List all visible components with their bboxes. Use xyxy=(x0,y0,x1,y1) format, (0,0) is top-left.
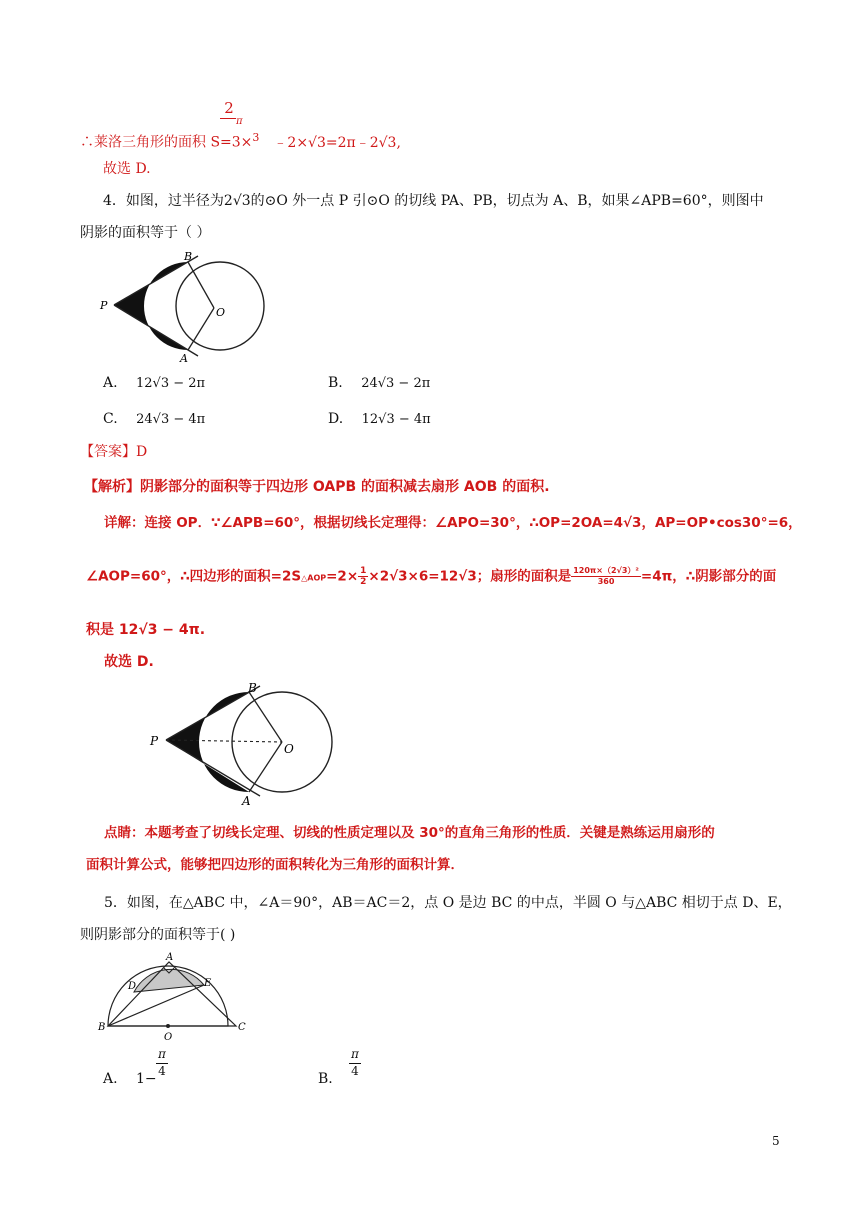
q4-label-a: A xyxy=(180,352,188,365)
prev-area-prefix: ∴莱洛三角形的面积 S=3× xyxy=(80,134,253,151)
q4-sol-label-b: B xyxy=(248,681,257,695)
q4-comment-line2: 面积计算公式，能够把四边形的面积转化为三角形的面积计算． xyxy=(86,857,464,873)
q4-sol-label-a: A xyxy=(242,794,251,808)
q5-label-a: A xyxy=(166,952,174,963)
q4-answer: 【答案】D xyxy=(80,444,148,460)
q4-label-p: P xyxy=(100,299,108,312)
q5-label-c: C xyxy=(238,1022,246,1033)
q5-option-b[interactable] xyxy=(318,1070,333,1088)
q4-option-b-label: B. xyxy=(328,375,343,391)
prev-frac-pi: π xyxy=(236,116,243,127)
q4-solution-figure xyxy=(146,678,342,810)
q4-detail2-d: =4π，∴阴影部分的面 xyxy=(640,568,777,585)
q4-detail2-half xyxy=(358,566,368,587)
q5-stem-line2: 则阴影部分的面积等于( ) xyxy=(80,927,236,943)
q4-option-a-text: 12√3 − 2π xyxy=(136,376,206,391)
q5-figure xyxy=(96,950,256,1046)
prev-frac-num: 2 xyxy=(224,99,234,117)
q5-option-a[interactable] xyxy=(103,1070,157,1088)
q4-sol-label-p: P xyxy=(150,734,159,748)
q4-choose: 故选 D. xyxy=(104,654,154,670)
q4-sol-label-o: O xyxy=(284,742,294,756)
q5-stem-line1: 5．如图，在△ABC 中，∠A＝90°，AB＝AC＝2，点 O 是边 BC 的中点，半圆 O 与△ABC 相切于点 D、E， xyxy=(104,895,792,911)
q4-option-d-text: 12√3 − 4π xyxy=(361,412,431,427)
prev-area-suffix: ﹣2×√3=2π﹣2√3, xyxy=(273,134,401,151)
q4-analysis: 【解析】阴影部分的面积等于四边形 OAPB 的面积减去扇形 AOB 的面积. xyxy=(84,479,550,495)
q4-detail2-b: =2× xyxy=(326,568,359,585)
q4-option-c-text: 24√3 − 4π xyxy=(136,412,206,427)
q4-option-b-text: 24√3 − 2π xyxy=(361,376,431,391)
q4-stem-line2: 阴影的面积等于（ ） xyxy=(80,225,211,241)
q5-label-d: D xyxy=(128,981,137,992)
q5-option-a-num: π xyxy=(158,1047,166,1061)
prev-frac-den: 3 xyxy=(252,131,260,144)
q5-option-b-label: B. xyxy=(318,1071,333,1087)
q4-detail2-sub: △AOP xyxy=(301,573,327,583)
q5-option-a-label: A. xyxy=(103,1071,118,1087)
q4-detail-line2 xyxy=(86,566,776,588)
prev-choose: 故选 D. xyxy=(103,161,151,177)
q4-option-d-label: D. xyxy=(328,411,344,427)
q4-detail-line3: 积是 12√3 − 4π. xyxy=(86,622,206,638)
q4-figure xyxy=(96,250,272,366)
q4-option-c-label: C. xyxy=(103,411,118,427)
q5-label-o: O xyxy=(164,1032,173,1043)
q4-option-c[interactable] xyxy=(103,410,205,429)
q5-option-b-num: π xyxy=(351,1047,359,1061)
q4-sector-fraction xyxy=(571,566,641,587)
q4-detail-line1: 详解：连接 OP．∵∠APB=60°，根据切线长定理得：∠APO=30°，∴OP=2OA=4√3，AP=OP•cos30°=6， xyxy=(104,515,802,531)
q4-detail2-half-num: 1 xyxy=(360,566,367,576)
page-number: 5 xyxy=(772,1134,780,1148)
q4-label-o: O xyxy=(216,306,226,319)
q5-label-e: E xyxy=(204,978,212,989)
q4-option-d[interactable] xyxy=(328,410,431,429)
q5-label-b: B xyxy=(98,1022,106,1033)
q4-detail2-half-den: 2 xyxy=(360,577,367,587)
q4-label-b: B xyxy=(184,250,193,263)
q4-option-b[interactable] xyxy=(328,374,430,393)
q4-sector-den: 360 xyxy=(597,577,615,586)
q4-option-a[interactable] xyxy=(103,374,205,393)
q4-sector-num: 120π×（2√3）² xyxy=(573,566,639,575)
q4-detail2-c: ×2√3×6=12√3；扇形的面积是 xyxy=(368,568,572,585)
q4-stem-line1: 4．如图，过半径为2√3的⊙O 外一点 P 引⊙O 的切线 PA、PB，切点为 A、B，如果∠APB=60°，则图中 xyxy=(103,193,764,209)
q5-option-a-den: 4 xyxy=(158,1064,166,1078)
prev-area-line xyxy=(80,129,401,152)
q5-option-b-den: 4 xyxy=(351,1064,359,1078)
prev-frac xyxy=(222,100,236,116)
q4-option-a-label: A. xyxy=(103,375,118,391)
q4-detail2-a: ∠AOP=60°，∴四边形的面积=2S xyxy=(86,568,302,585)
q5-option-a-prefix: 1− xyxy=(136,1071,157,1087)
q4-comment-line1: 点睛：本题考查了切线长定理、切线的性质定理以及 30°的直角三角形的性质．关键是熟练运用扇形的 xyxy=(104,825,715,841)
prev-frac-bar xyxy=(220,118,236,119)
